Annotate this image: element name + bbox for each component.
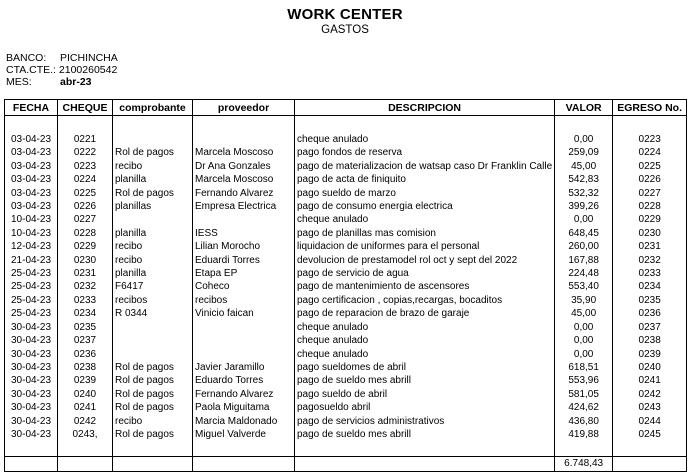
cell-egreso: 0223 [613,133,687,146]
table-row [5,294,687,307]
cell-cheque: 0224 [58,173,113,186]
cell-proveedor [193,348,295,361]
cell-egreso: 0232 [613,254,687,267]
table-row [5,160,687,173]
table-row [5,361,687,374]
table-row [5,388,687,401]
cell-proveedor: Marcela Moscoso [193,146,295,159]
cuenta-label: CTA.CTE.: [6,64,56,76]
cell-egreso: 0245 [613,428,687,441]
table-row [5,415,687,428]
cell-egreso: 0240 [613,361,687,374]
cell-proveedor: Marcela Moscoso [193,173,295,186]
cell-comprobante: Rol de pagos [113,388,193,401]
table-row [5,213,687,226]
table-row [5,321,687,334]
cell-descripcion: pago de materializacion de watsap caso Dr Franklin Calle [295,160,555,173]
table-row [5,227,687,240]
cell-valor: 542,83 [555,173,613,186]
cell-proveedor [193,334,295,347]
cell-comprobante: Rol de pagos [113,187,193,200]
cell-cheque: 0226 [58,200,113,213]
cell-fecha: 25-04-23 [5,294,58,307]
cell-egreso: 0244 [613,415,687,428]
cell-valor: 0,00 [555,133,613,146]
cell-cheque: 0234 [58,307,113,320]
cell-egreso: 0231 [613,240,687,253]
column-header-fecha: FECHA [5,100,58,116]
cell-comprobante: Rol de pagos [113,428,193,441]
cell-descripcion: devolucion de prestamodel rol oct y sept del 2022 [295,254,555,267]
table-row [5,200,687,213]
cell-cheque: 0222 [58,146,113,159]
cell-valor: 0,00 [555,321,613,334]
cell-valor: 167,88 [555,254,613,267]
cell-cheque: 0230 [58,254,113,267]
cell-descripcion: pago sueldo de marzo [295,187,555,200]
cell-valor: 581,05 [555,388,613,401]
cell-valor: 260,00 [555,240,613,253]
cell-descripcion: pago de consumo energia electrica [295,200,555,213]
cell-proveedor: Javier Jaramillo [193,361,295,374]
cell-cheque: 0225 [58,187,113,200]
cell-cheque: 0235 [58,321,113,334]
cell-descripcion: cheque anulado [295,213,555,226]
cell-comprobante: Rol de pagos [113,361,193,374]
cell-cheque: 0236 [58,348,113,361]
cell-comprobante [113,213,193,226]
table-row [5,146,687,159]
cell-descripcion: pago de mantenimiento de ascensores [295,280,555,293]
mes-label: MES: [6,76,32,88]
cell-comprobante: recibo [113,160,193,173]
cell-comprobante [113,321,193,334]
column-header-egreso: EGRESO No. [613,100,687,116]
cell-egreso: 0230 [613,227,687,240]
cell-valor: 553,96 [555,374,613,387]
cell-descripcion: pago de servicios administrativos [295,415,555,428]
spacer-row [5,116,687,134]
cell-valor: 618,51 [555,361,613,374]
cell-valor: 45,00 [555,307,613,320]
cell-descripcion: pago certificacion , copias,recargas, bocaditos [295,294,555,307]
cell-cheque: 0242 [58,415,113,428]
cell-valor: 0,00 [555,334,613,347]
cell-egreso: 0226 [613,173,687,186]
table-row [5,267,687,280]
cell-egreso: 0243 [613,401,687,414]
cell-comprobante: planilla [113,173,193,186]
cell-cheque: 0243, [58,428,113,441]
table-row [5,401,687,414]
cell-egreso: 0233 [613,267,687,280]
table-row [5,374,687,387]
cell-comprobante: recibo [113,254,193,267]
cell-descripcion: pago de sueldo mes abrill [295,428,555,441]
cell-valor: 553,40 [555,280,613,293]
cell-descripcion: pago de reparacion de brazo de garaje [295,307,555,320]
cell-proveedor [193,321,295,334]
cell-descripcion: pago de servicio de agua [295,267,555,280]
cell-comprobante [113,348,193,361]
banco-value: PICHINCHA [60,52,118,64]
cell-valor: 35,90 [555,294,613,307]
cell-descripcion: cheque anulado [295,133,555,146]
cell-descripcion: cheque anulado [295,334,555,347]
cell-proveedor: Dr Ana Gonzales [193,160,295,173]
cell-descripcion: pagosueldo abril [295,401,555,414]
cell-egreso: 0238 [613,334,687,347]
cell-comprobante: Rol de pagos [113,401,193,414]
cell-valor: 259,09 [555,146,613,159]
cell-fecha: 30-04-23 [5,361,58,374]
table-header-row [5,100,687,116]
cell-comprobante: Rol de pagos [113,374,193,387]
cell-proveedor: Fernando Alvarez [193,388,295,401]
table-row [5,240,687,253]
cell-valor: 419,88 [555,428,613,441]
total-row [5,457,687,471]
cell-comprobante: recibos [113,294,193,307]
cell-fecha: 12-04-23 [5,240,58,253]
cell-egreso: 0236 [613,307,687,320]
cell-comprobante: R 0344 [113,307,193,320]
cell-cheque: 0238 [58,361,113,374]
cell-egreso: 0229 [613,213,687,226]
cell-egreso: 0241 [613,374,687,387]
cell-descripcion: pago de acta de finiquito [295,173,555,186]
cell-fecha: 25-04-23 [5,280,58,293]
cell-egreso: 0242 [613,388,687,401]
cell-fecha: 03-04-23 [5,133,58,146]
cell-comprobante: recibo [113,415,193,428]
cell-proveedor [193,213,295,226]
cell-descripcion: pago de sueldo mes abrill [295,374,555,387]
cell-proveedor: Fernando Alvarez [193,187,295,200]
cell-fecha: 30-04-23 [5,348,58,361]
cell-comprobante: planilla [113,227,193,240]
cell-fecha: 30-04-23 [5,388,58,401]
cell-valor: 0,00 [555,348,613,361]
cell-valor: 436,80 [555,415,613,428]
cell-valor: 648,45 [555,227,613,240]
cell-valor: 45,00 [555,160,613,173]
cell-fecha: 03-04-23 [5,173,58,186]
cell-egreso: 0228 [613,200,687,213]
cell-fecha: 30-04-23 [5,415,58,428]
cell-fecha: 21-04-23 [5,254,58,267]
cuenta-value: 2100260542 [58,64,118,76]
cell-fecha: 30-04-23 [5,321,58,334]
cell-descripcion: pago fondos de reserva [295,146,555,159]
cell-egreso: 0239 [613,348,687,361]
total-valor: 6.748,43 [555,457,613,471]
cell-cheque: 0227 [58,213,113,226]
cell-descripcion: cheque anulado [295,321,555,334]
report-subtitle: GASTOS [321,24,369,36]
cell-proveedor: Eduardi Torres [193,254,295,267]
cell-valor: 224,48 [555,267,613,280]
cell-fecha: 30-04-23 [5,374,58,387]
cell-cheque: 0231 [58,267,113,280]
cell-proveedor: Lilian Morocho [193,240,295,253]
cell-comprobante: planillas [113,200,193,213]
report-title: WORK CENTER [287,6,403,23]
cell-valor: 424,62 [555,401,613,414]
column-header-descripcion: DESCRIPCION [295,100,555,116]
table-row [5,280,687,293]
spacer-row [5,441,687,457]
cell-cheque: 0237 [58,334,113,347]
table-row [5,133,687,146]
cell-descripcion: cheque anulado [295,348,555,361]
column-header-comprobante: comprobante [113,100,193,116]
cell-fecha: 03-04-23 [5,160,58,173]
cell-cheque: 0240 [58,388,113,401]
cell-descripcion: pago sueldomes de abril [295,361,555,374]
cell-proveedor: Eduardo Torres [193,374,295,387]
cell-valor: 399,26 [555,200,613,213]
cell-valor: 0,00 [555,213,613,226]
cell-proveedor: Coheco [193,280,295,293]
cell-comprobante: F6417 [113,280,193,293]
cell-descripcion: pago sueldo de abril [295,388,555,401]
cell-cheque: 0233 [58,294,113,307]
cell-comprobante: recibo [113,240,193,253]
cell-comprobante: planilla [113,267,193,280]
cell-cheque: 0241 [58,401,113,414]
cell-fecha: 10-04-23 [5,227,58,240]
cell-proveedor: Miguel Valverde [193,428,295,441]
column-header-cheque: CHEQUE [58,100,113,116]
cell-fecha: 30-04-23 [5,334,58,347]
cell-fecha: 25-04-23 [5,267,58,280]
table-row [5,254,687,267]
table-row [5,428,687,441]
cell-proveedor: Marcia Maldonado [193,415,295,428]
meta-cuenta [6,64,117,76]
cell-cheque: 0239 [58,374,113,387]
cell-comprobante: Rol de pagos [113,146,193,159]
cell-descripcion: pago de planillas mas comision [295,227,555,240]
table-row [5,348,687,361]
cell-egreso: 0227 [613,187,687,200]
table-row [5,334,687,347]
cell-fecha: 10-04-23 [5,213,58,226]
cell-proveedor: IESS [193,227,295,240]
cell-valor: 532,32 [555,187,613,200]
cell-proveedor: Etapa EP [193,267,295,280]
column-header-valor: VALOR [555,100,613,116]
cell-proveedor [193,133,295,146]
cell-fecha: 30-04-23 [5,428,58,441]
expenses-table [4,99,687,472]
column-header-proveedor: proveedor [193,100,295,116]
cell-descripcion: liquidacion de uniformes para el personal [295,240,555,253]
cell-cheque: 0232 [58,280,113,293]
cell-egreso: 0235 [613,294,687,307]
mes-value: abr-23 [60,76,92,88]
cell-cheque: 0221 [58,133,113,146]
meta-mes [6,76,92,88]
cell-proveedor: recibos [193,294,295,307]
cell-egreso: 0225 [613,160,687,173]
cell-proveedor: Empresa Electrica [193,200,295,213]
cell-proveedor: Paola Miguitama [193,401,295,414]
table-row [5,187,687,200]
cell-proveedor: Vinicio faican [193,307,295,320]
cell-fecha: 03-04-23 [5,187,58,200]
table-row [5,307,687,320]
banco-label: BANCO: [6,52,47,64]
cell-egreso: 0224 [613,146,687,159]
cell-fecha: 25-04-23 [5,307,58,320]
cell-egreso: 0237 [613,321,687,334]
cell-cheque: 0229 [58,240,113,253]
table-row [5,173,687,186]
cell-fecha: 03-04-23 [5,146,58,159]
cell-cheque: 0223 [58,160,113,173]
meta-banco [6,52,118,64]
cell-fecha: 03-04-23 [5,200,58,213]
cell-fecha: 30-04-23 [5,401,58,414]
cell-comprobante [113,133,193,146]
cell-egreso: 0234 [613,280,687,293]
cell-comprobante [113,334,193,347]
cell-cheque: 0228 [58,227,113,240]
